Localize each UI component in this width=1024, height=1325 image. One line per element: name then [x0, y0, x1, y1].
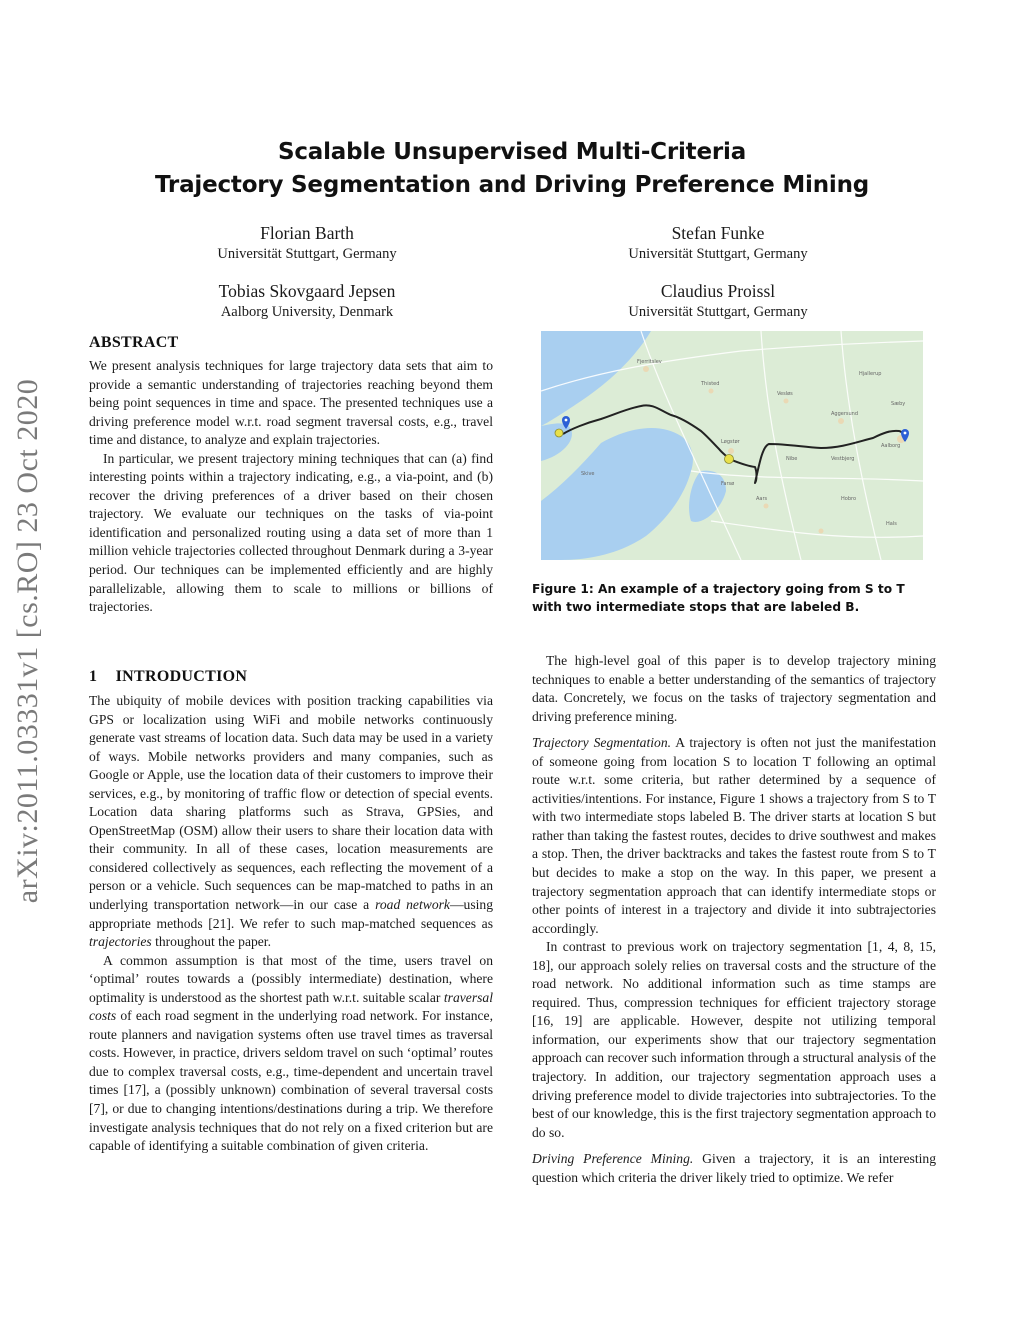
section-title: INTRODUCTION	[115, 668, 248, 685]
author-name: Florian Barth	[260, 223, 354, 243]
right-paragraph-3: In contrast to previous work on trajectory segmentation [1, 4, 8, 15, 18], our approach solely relies on traversal costs and the structure of the road network. No additional information such as time stamps are required. Thus, compression techniques for efficient trajectory storage [16, 19] are applicable. However, despite not utilizing temporal information, our experiments show that our trajectory segmentation approach can recover such information through a structural analysis of the trajectory. In addition, our trajectory segmentation approach uses a driving preference model to divide trajectories into subtrajectories. To the best of our knowledge, this is the first trajectory segmentation approach to do so.	[532, 939, 936, 1140]
map-label: Vesløs	[777, 391, 793, 397]
paragraph-title: Trajectory Segmentation.	[532, 735, 672, 751]
map-label: Thisted	[701, 381, 720, 387]
stop-b-icon	[555, 429, 563, 437]
right-column-body	[532, 652, 936, 1187]
map-label: Sæby	[891, 401, 906, 407]
map-label: Skive	[581, 471, 595, 477]
abstract-paragraph-1: We present analysis techniques for large trajectory data sets that aim to provide a semantic understanding of trajectories reaching beyond them being point sequences in time and space. The presented techniques use a driving preference model w.r.t. road segment traversal costs, e.g., travel time and distance, to analyze and explain trajectories.	[89, 358, 493, 448]
figure-1-caption: Figure 1: An example of a trajectory going from S to T with two intermediate stops that are labeled B.	[532, 582, 905, 614]
intro-heading	[89, 668, 247, 686]
map-label: Løgstør	[721, 439, 740, 445]
paragraph-title: Driving Preference Mining.	[532, 1151, 694, 1167]
figure-1-map	[541, 331, 923, 560]
map-label: Nibe	[786, 456, 798, 462]
author-block-2	[548, 222, 888, 264]
paper-title	[0, 136, 1024, 202]
section-number: 1	[89, 668, 98, 685]
author-name: Claudius Proissl	[660, 281, 776, 301]
trajectory-segmentation-paragraph: Trajectory Segmentation. A trajectory is often not just the manifestation of someone going from location S to location T following an optimal route w.r.t. some criteria, but rather determined by a sequence of activities/intentions. For instance, Figure 1 shows a trajectory from S to T with two intermediate stops labeled B. The driver starts at location S but rather than taking the fastest routes, decides to drive southwest and makes a stop. Then, the driver backtracks and takes the fastest route from S to T but decides to make a stop on the way. In this paper, we present a trajectory segmentation approach that can identify intermediate stops or other points of interest in a trajectory and divide it into subtrajectories accordingly.	[532, 735, 936, 936]
map-graphic	[541, 331, 923, 560]
author-name: Stefan Funke	[671, 223, 765, 243]
author-name: Tobias Skovgaard Jepsen	[218, 281, 396, 301]
intro-body	[89, 692, 493, 1156]
author-affiliation: Universität Stuttgart, Germany	[217, 246, 397, 262]
map-label: Hobro	[841, 496, 856, 502]
map-label: Hjallerup	[859, 371, 882, 377]
intro-paragraph-2: A common assumption is that most of the time, users travel on ‘optimal’ routes towards a (possibly intermediate) destination, where optimality is understood as the shortest path w.r.t. suitable scalar traversal costs of each road segment in the underlying road network. For instance, route planners and navigation systems often use travel times as traversal costs. However, in practice, drivers seldom travel on such ‘optimal’ routes due to complex traversal costs, e.g., time-dependent and uncertain travel times [17], a (possibly unknown) combination of several traversal costs [7], or due to changing intentions/destinations during a trip. We therefore investigate analysis techniques that do not rely on a fixed criterion but are capable of identifying a suitable combination of given criteria.	[89, 952, 493, 1154]
author-block-3	[137, 280, 477, 322]
map-label: Farsø	[721, 481, 735, 487]
intro-paragraph-1: The ubiquity of mobile devices with position tracking capabilities via GPS or localization using WiFi and mobile networks continuously generate vast streams of location data. Such data may be used in a variety of ways. Mobile networks providers and many companies, such as Google or Apple, use the location data of their customers to improve their services, e.g., by monitoring of traffic flow or detection of special events. Location data sharing platforms such as Strava, GPSies, and OpenStreetMap (OSM) allow their users to share their location data with their community. In all of these cases, location measurements are considered collectively as sequences, each reflecting the movement of a person or a vehicle. Such sequences can be map-matched to paths in an underlying transportation network—in our case a road network—using appropriate methods [21]. We refer to such map-matched sequences as trajectories throughout the paper.	[89, 693, 493, 950]
driving-preference-paragraph: Driving Preference Mining. Given a trajectory, it is an interesting question which criteria the driver likely tried to optimize. We refer	[532, 1151, 936, 1185]
map-label: Aggersund	[831, 411, 859, 417]
title-line-2: Trajectory Segmentation and Driving Preference Mining	[154, 172, 870, 198]
title-line-1: Scalable Unsupervised Multi-Criteria	[277, 139, 747, 165]
author-affiliation: Aalborg University, Denmark	[220, 304, 394, 320]
author-block-4	[548, 280, 888, 322]
author-affiliation: Universität Stuttgart, Germany	[628, 246, 808, 262]
right-paragraph-1: The high-level goal of this paper is to develop trajectory mining techniques to enable a better understanding of the semantics of trajectory data. Concretely, we focus on the tasks of trajectory segmentation and driving preference mining.	[532, 653, 936, 724]
abstract-paragraph-2: In particular, we present trajectory mining techniques that can (a) find interesting points within a trajectory indicating, e.g., a via-point, and (b) recover the driving preferences of a driver based on their chosen trajectory. We evaluate our techniques on the tasks of via-point identification and personalized routing using a data set of more than 1 million vehicle trajectories collected throughout Denmark during a 3-year period. Our techniques can be implemented efficiently and are highly parallelizable, allowing them to scale to millions or billions of trajectories.	[89, 450, 493, 615]
map-label: Vestbjerg	[831, 456, 855, 462]
map-label: Aalborg	[881, 443, 901, 449]
abstract-body	[89, 357, 493, 617]
map-label: Hals	[886, 521, 897, 527]
stop-b-icon	[725, 455, 734, 464]
arxiv-id: arXiv:2011.03331v1 [cs.RO] 23 Oct 2020	[11, 378, 44, 904]
map-label: Fjerritslev	[637, 359, 662, 365]
author-affiliation: Universität Stuttgart, Germany	[628, 304, 808, 320]
author-block-1	[137, 222, 477, 264]
map-label: Aars	[756, 496, 768, 502]
abstract-heading: ABSTRACT	[89, 334, 179, 351]
